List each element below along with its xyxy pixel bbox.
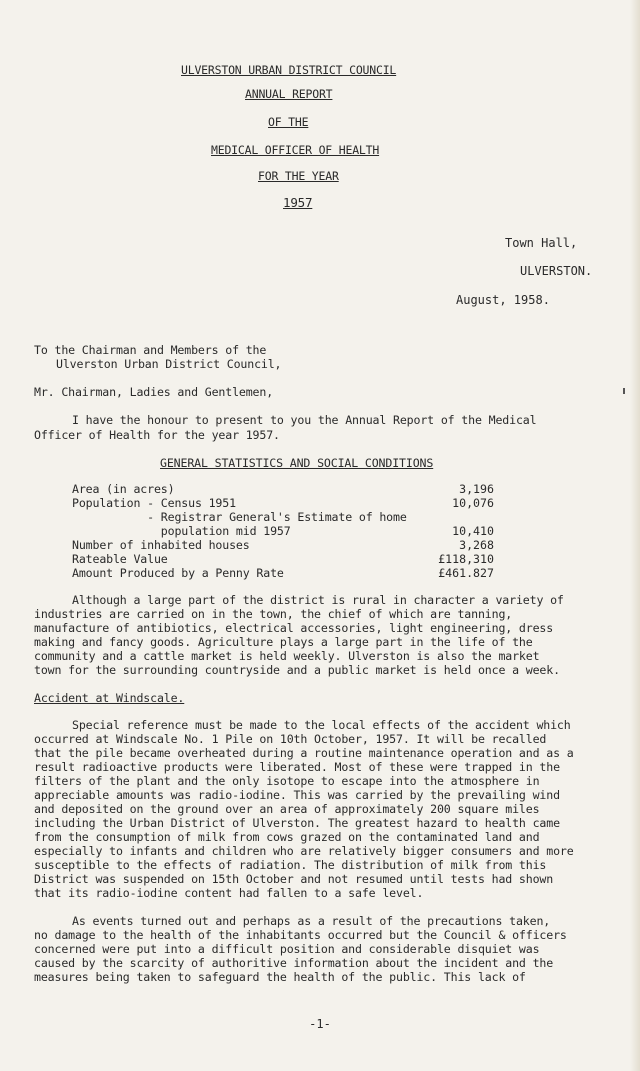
stat-label: Number of inhabited houses (72, 538, 250, 552)
addressee-line-1: To the Chairman and Members of the (34, 343, 267, 357)
stat-label: Rateable Value (72, 552, 168, 566)
paragraph-line: town for the surrounding countryside and a public market is held once a week. (34, 663, 560, 677)
stat-label: - Registrar General's Estimate of home (72, 510, 407, 524)
paragraph-line: result radioactive products were liberated. Most of these were trapped in the (34, 760, 560, 774)
stat-value: 3,196 (459, 482, 494, 496)
section-heading-windscale: Accident at Windscale. (34, 691, 185, 705)
addressee-line-2: Ulverston Urban District Council, (56, 357, 282, 371)
page-number: -1- (309, 1017, 331, 1031)
stat-value: 10,076 (452, 496, 494, 510)
stat-value: 10,410 (452, 524, 494, 538)
paragraph-line: filters of the plant and the only isotope to escape into the atmosphere in (34, 774, 540, 788)
paragraph-line: and deposited on the ground over an area of approximately 200 square miles (34, 802, 540, 816)
address-line-1: Town Hall, (505, 236, 578, 250)
stat-label: population mid 1957 (72, 524, 291, 538)
stat-label: Population - Census 1951 (72, 496, 236, 510)
stat-label: Amount Produced by a Penny Rate (72, 566, 284, 580)
address-line-2: ULVERSTON. (520, 264, 593, 278)
paragraph-line: appreciable amounts was radio-iodine. This was carried by the prevailing wind (34, 788, 560, 802)
paragraph-line: caused by the scarcity of authoritive information about the incident and the (34, 956, 554, 970)
paragraph-line: measures being taken to safeguard the health of the public. This lack of (34, 970, 526, 984)
paragraph-line: that its radio-iodine content had fallen to a safe level. (34, 886, 424, 900)
paragraph-line: manufacture of antibiotics, electrical accessories, light engineering, dress (34, 621, 554, 635)
stat-label: Area (in acres) (72, 482, 175, 496)
report-title: ANNUAL REPORT (245, 87, 333, 101)
paragraph-line: concerned were put into a difficult position and considerable disquiet was (34, 942, 540, 956)
paragraph-line: susceptible to the effects of radiation. The distribution of milk from this (34, 858, 547, 872)
report-subtitle-officer: MEDICAL OFFICER OF HEALTH (211, 143, 380, 157)
paragraph-line: occurred at Windscale No. 1 Pile on 10th October, 1957. It will be recalled (34, 732, 547, 746)
paragraph-line: from the consumption of milk from cows grazed on the contaminated land and (34, 830, 540, 844)
stat-value: £118,310 (438, 552, 494, 566)
council-title: ULVERSTON URBAN DISTRICT COUNCIL (181, 63, 397, 77)
paragraph-line: including the Urban District of Ulverston. The greatest hazard to health came (34, 816, 560, 830)
paragraph-line: As events turned out and perhaps as a result of the precautions taken, (72, 914, 551, 928)
stats-heading: GENERAL STATISTICS AND SOCIAL CONDITIONS (160, 456, 434, 470)
paragraph-line: Special reference must be made to the local effects of the accident which (72, 718, 571, 732)
intro-line-2: Officer of Health for the year 1957. (34, 428, 280, 442)
margin-mark (623, 388, 625, 394)
paragraph-line: that the pile became overheated during a routine maintenance operation and as a (34, 746, 574, 760)
report-subtitle-of-the: OF THE (268, 115, 309, 129)
paragraph-line: especially to infants and children who are relatively bigger consumers and more (34, 844, 574, 858)
paragraph-line: District was suspended on 15th October and not resumed until tests had shown (34, 872, 554, 886)
paragraph-line: Although a large part of the district is rural in character a variety of (72, 593, 564, 607)
page-edge-shadow (630, 0, 640, 1071)
intro-line-1: I have the honour to present to you the Annual Report of the Medical (72, 413, 537, 427)
report-date: August, 1958. (456, 293, 550, 307)
report-subtitle-for-year: FOR THE YEAR (258, 169, 339, 183)
paragraph-line: making and fancy goods. Agriculture plays a large part in the life of the (34, 635, 533, 649)
paragraph-line: community and a cattle market is held weekly. Ulverston is also the market (34, 649, 540, 663)
stat-value: £461.827 (438, 566, 494, 580)
report-year: 1957 (283, 195, 313, 210)
stat-value: 3,268 (459, 538, 494, 552)
paragraph-line: no damage to the health of the inhabitants occurred but the Council & officers (34, 928, 567, 942)
salutation: Mr. Chairman, Ladies and Gentlemen, (34, 385, 274, 399)
paragraph-line: industries are carried on in the town, the chief of which are tanning, (34, 607, 513, 621)
